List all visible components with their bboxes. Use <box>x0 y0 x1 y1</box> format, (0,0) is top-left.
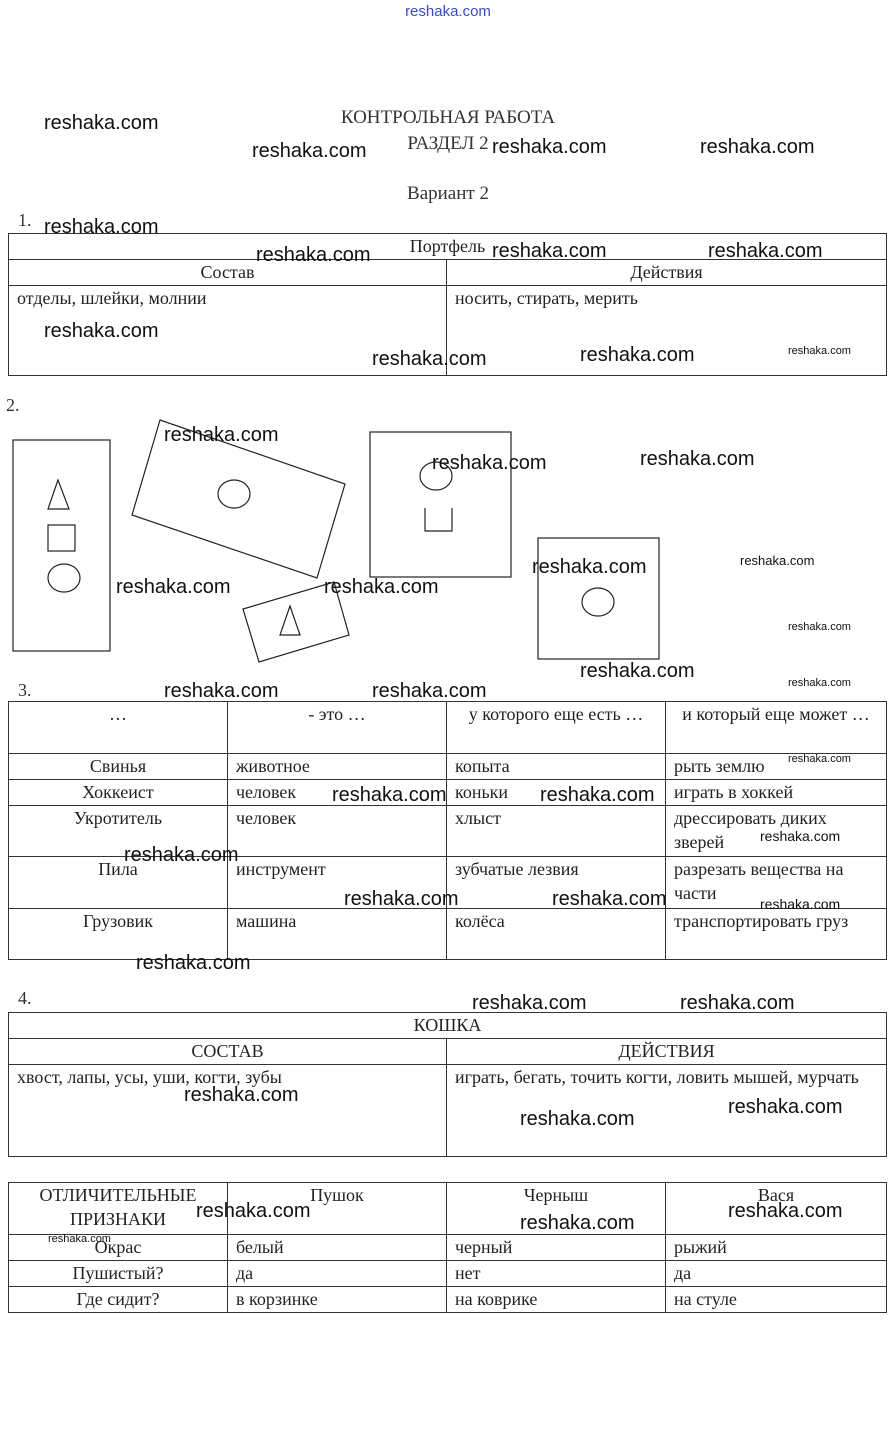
watermark: reshaka.com <box>492 136 607 158</box>
cats-cell: рыжий <box>666 1235 887 1261</box>
task3-cell: коньки <box>447 780 666 806</box>
tall-rectangle <box>13 440 110 651</box>
watermark: reshaka.com <box>324 576 439 598</box>
task-number-2: 2. <box>6 395 20 415</box>
circle-in-tilted-rectangle <box>218 480 250 508</box>
cats-cell: Пушистый? <box>9 1261 228 1287</box>
triangle-in-tall-rectangle <box>48 480 69 509</box>
cats-header-cell: Черныш <box>447 1183 666 1235</box>
section-title: РАЗДЕЛ 2 <box>407 133 489 154</box>
watermark: reshaka.com <box>492 240 607 262</box>
watermark: reshaka.com <box>256 244 371 266</box>
task3-cell: хлыст <box>447 806 666 857</box>
watermark: reshaka.com <box>124 844 239 866</box>
task-number-1: 1. <box>18 210 32 230</box>
watermark: reshaka.com <box>520 1108 635 1130</box>
watermark: reshaka.com <box>740 553 815 568</box>
task-number-4: 4. <box>18 988 32 1008</box>
cats-cell: нет <box>447 1261 666 1287</box>
task3-header-cell: … <box>9 702 228 754</box>
triangle-in-small-rectangle <box>280 606 300 635</box>
task3-cell: Хоккеист <box>9 780 228 806</box>
task4-table <box>8 1012 887 1157</box>
watermark: reshaka.com <box>552 888 667 910</box>
cats-cell: да <box>228 1261 447 1287</box>
page-title: КОНТРОЛЬНАЯ РАБОТА <box>340 107 556 128</box>
watermark: reshaka.com <box>708 240 823 262</box>
task4-actions-cell: играть, бегать, точить когти, ловить мышей, мурчать <box>447 1065 887 1157</box>
square-in-tall-rectangle <box>48 525 75 551</box>
watermark: reshaka.com <box>728 1096 843 1118</box>
cats-cell: на коврике <box>447 1287 666 1313</box>
watermark: reshaka.com <box>164 424 279 446</box>
table-row <box>9 1287 887 1313</box>
watermark: reshaka.com <box>44 216 159 238</box>
watermark: reshaka.com <box>372 680 487 702</box>
task3-cell: животное <box>228 754 447 780</box>
task3-table <box>8 701 887 960</box>
cup-shape-in-square <box>425 508 452 531</box>
task1-composition-cell: отделы, шлейки, молнии <box>9 286 447 376</box>
cats-header-cell: Вася <box>666 1183 887 1235</box>
table-row <box>9 754 887 780</box>
task3-cell: Грузовик <box>9 909 228 960</box>
table-row <box>9 1235 887 1261</box>
task4-header-actions: ДЕЙСТВИЯ <box>447 1039 887 1065</box>
task3-cell: инструмент <box>228 857 447 909</box>
watermark: reshaka.com <box>788 345 851 357</box>
cats-cell: на стуле <box>666 1287 887 1313</box>
task3-cell: играть в хоккей <box>666 780 887 806</box>
watermark: reshaka.com <box>44 320 159 342</box>
task3-cell: Свинья <box>9 754 228 780</box>
task3-cell: колёса <box>447 909 666 960</box>
task4-object-cell: КОШКА <box>9 1013 887 1039</box>
watermark: reshaka.com <box>540 784 655 806</box>
table-row <box>9 1261 887 1287</box>
watermark: reshaka.com <box>48 1233 111 1245</box>
watermark: reshaka.com <box>728 1200 843 1222</box>
watermark: reshaka.com <box>164 680 279 702</box>
watermark: reshaka.com <box>332 784 447 806</box>
cats-cell: Окрас <box>9 1235 228 1261</box>
task4-composition-cell: хвост, лапы, усы, уши, когти, зубы <box>9 1065 447 1157</box>
watermark: reshaka.com <box>580 660 695 682</box>
cats-cell: белый <box>228 1235 447 1261</box>
watermark: reshaka.com <box>136 952 251 974</box>
task3-cell: зубчатые лезвия <box>447 857 666 909</box>
task3-cell: дрессировать диких зверей <box>666 806 887 857</box>
table-row <box>9 780 887 806</box>
watermark: reshaka.com <box>580 344 695 366</box>
task3-header-cell: у которого еще есть … <box>447 702 666 754</box>
watermark: reshaka.com <box>472 992 587 1014</box>
watermark: reshaka.com <box>432 452 547 474</box>
task3-cell: машина <box>228 909 447 960</box>
watermark: reshaka.com <box>640 448 755 470</box>
task1-header-composition: Состав <box>9 260 447 286</box>
task3-cell: человек <box>228 780 447 806</box>
task3-header-cell: - это … <box>228 702 447 754</box>
task1-object-cell: Портфель <box>9 234 887 260</box>
task3-header-cell: и который еще может … <box>666 702 887 754</box>
watermark: reshaka.com <box>760 828 841 844</box>
task3-cell: рыть землю <box>666 754 887 780</box>
watermark: reshaka.com <box>520 1212 635 1234</box>
watermark: reshaka.com <box>788 621 851 633</box>
watermark: reshaka.com <box>252 140 367 162</box>
task-number-3: 3. <box>18 680 32 700</box>
circle-in-small-square <box>582 588 614 616</box>
watermark: reshaka.com <box>760 896 841 912</box>
watermark: reshaka.com <box>788 677 851 689</box>
task1-header-actions: Действия <box>447 260 887 286</box>
watermark: reshaka.com <box>184 1084 299 1106</box>
watermark: reshaka.com <box>532 556 647 578</box>
cats-header-cell: ОТЛИЧИТЕЛЬНЫЕ ПРИЗНАКИ <box>9 1183 228 1235</box>
watermark: reshaka.com <box>680 992 795 1014</box>
cats-cell: Где сидит? <box>9 1287 228 1313</box>
watermark: reshaka.com <box>372 348 487 370</box>
site-link-top[interactable]: reshaka.com <box>405 3 491 20</box>
task3-cell: разрезать вещества на части <box>666 857 887 909</box>
task4-header-composition: СОСТАВ <box>9 1039 447 1065</box>
cats-cell: в корзинке <box>228 1287 447 1313</box>
watermark: reshaka.com <box>44 112 159 134</box>
cats-header-cell: Пушок <box>228 1183 447 1235</box>
watermark: reshaka.com <box>196 1200 311 1222</box>
cats-cell: да <box>666 1261 887 1287</box>
variant-title: Вариант 2 <box>407 183 489 204</box>
task3-cell: человек <box>228 806 447 857</box>
task3-cell: Укротитель <box>9 806 228 857</box>
watermark: reshaka.com <box>788 753 851 765</box>
task3-cell: транспортировать груз <box>666 909 887 960</box>
watermark: reshaka.com <box>700 136 815 158</box>
task1-actions-cell: носить, стирать, мерить <box>447 286 887 376</box>
cats-cell: черный <box>447 1235 666 1261</box>
circle-in-tall-rectangle <box>48 564 80 592</box>
task3-cell: копыта <box>447 754 666 780</box>
watermark: reshaka.com <box>344 888 459 910</box>
watermark: reshaka.com <box>116 576 231 598</box>
task3-cell: Пила <box>9 857 228 909</box>
